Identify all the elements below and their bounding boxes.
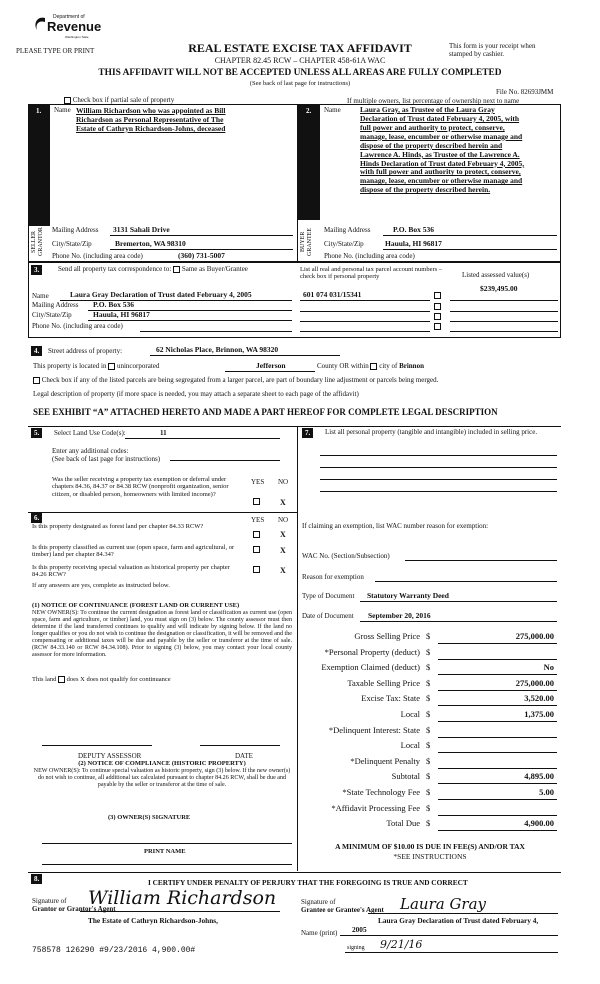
tax-row-line — [438, 768, 557, 769]
tax-row-label: Subtotal — [391, 771, 420, 782]
lower-divider — [297, 426, 298, 871]
tax-row-line — [438, 783, 557, 784]
owner-signature-label: (3) OWNER(S) SIGNATURE — [108, 814, 191, 821]
doc-type-value: Statutory Warranty Deed — [367, 591, 449, 600]
sec8-num: 8. — [31, 874, 42, 884]
sec3-phone-line — [140, 331, 292, 332]
tax-row-currency: $ — [426, 818, 431, 829]
continuance-title: (1) NOTICE OF CONTINUANCE (FOREST LAND OR CURRENT USE) — [32, 602, 240, 609]
buyer-phone-label: Phone No. (including area code) — [324, 252, 415, 260]
sec3-phone-label: Phone No. (including area code) — [32, 322, 123, 330]
grantee-sig-of: Signature of — [301, 898, 336, 906]
grantee-name: Laura Gray Declaration of Trust dated February 4, — [378, 916, 539, 925]
partial-sale-label: Check box if partial sale of property — [72, 96, 175, 104]
logo-dept: Department of — [53, 14, 85, 20]
tax-row — [300, 663, 560, 677]
seller-phone: (360) 731-5007 — [178, 251, 225, 260]
grantee-sig-line — [368, 913, 558, 914]
land-use-label: Select Land Use Code(s): — [54, 429, 126, 437]
sec3-name-label: Name — [32, 292, 49, 300]
tax-row — [300, 632, 560, 646]
answers-note: If any answers are yes, complete as instructed below. — [32, 582, 170, 589]
tax-row-line — [438, 674, 557, 675]
signing-label: signing — [347, 945, 365, 951]
same-as-buyer-checkbox[interactable] — [173, 266, 180, 273]
tax-row-value: 4,895.00 — [524, 771, 554, 782]
assessed-value: $239,495.00 — [480, 284, 518, 293]
assessed-line-1 — [450, 300, 558, 301]
buyer-name-line: manage, lease, encumber or otherwise manage and — [360, 176, 523, 186]
tax-row-label: Local — [400, 740, 420, 751]
buyer-name-line: dispose of the property described herein and — [360, 140, 503, 150]
tax-row — [300, 679, 560, 693]
doc-date-line — [360, 621, 557, 622]
additional-line — [170, 460, 280, 461]
tax-row-label: *Personal Property (deduct) — [324, 646, 420, 657]
same-as-buyer-label: Same as Buyer/Grantee — [181, 265, 248, 273]
buyer-name-block — [360, 106, 558, 195]
tax-row-label: *State Technology Fee — [342, 787, 420, 797]
sec7-num: 7. — [302, 428, 313, 438]
county-or-row — [317, 362, 424, 370]
tax-row-value: No — [543, 662, 554, 673]
buyer-name-line: Laura Gray, as Trustee of the Laura Gray — [360, 105, 495, 114]
seller-name-line: Richardson as Personal Representative of The — [76, 115, 224, 124]
seller-num: 1. — [33, 106, 44, 116]
land-label: This land — [32, 676, 57, 683]
grantor-sig-of: Signature of — [32, 897, 67, 905]
parcel-line-2 — [300, 311, 430, 312]
tax-row — [300, 694, 560, 708]
doc-type-label: Type of Document — [302, 592, 355, 600]
tax-row-currency: $ — [426, 662, 431, 673]
tax-row — [300, 726, 560, 740]
sec3-name: Laura Gray Declaration of Trust dated February 4, 2005 — [70, 290, 252, 299]
tax-row — [300, 648, 560, 662]
deputy-label: DEPUTY ASSESSOR — [78, 752, 142, 760]
buyer-name-line: with full power and authority to protect, conserve, — [360, 167, 521, 177]
logo-state: Washington State — [65, 35, 89, 39]
segregated-label: Check box if any of the listed parcels are being segregated from a larger parcel, are part of boundary line adjustment or parcels being merged. — [41, 376, 439, 384]
deputy-date-line — [200, 745, 280, 746]
reason-line — [375, 581, 557, 582]
tax-row-currency: $ — [426, 631, 431, 641]
personal-property-line-1 — [320, 455, 557, 456]
partial-sale-checkbox[interactable] — [64, 97, 71, 104]
owner-signature-line — [42, 843, 292, 844]
see-instructions: *SEE INSTRUCTIONS — [393, 852, 467, 861]
tax-row-label: Total Due — [386, 818, 420, 829]
located-row — [33, 362, 563, 370]
doc-date-value: September 20, 2016 — [368, 611, 431, 620]
sec3-city-line — [88, 320, 292, 321]
grantee-label: Grantee or Grantee's Agent — [301, 906, 384, 914]
seller-phone-label: Phone No. (including area code) — [52, 252, 143, 260]
street-label: Street address of property: — [48, 347, 123, 355]
tax-row-line — [438, 737, 557, 738]
tax-row-line — [438, 799, 557, 800]
sec5-no: NO — [278, 478, 289, 486]
tax-row-value: 3,520.00 — [524, 693, 554, 704]
parcel-personal-checkbox-3[interactable] — [434, 313, 441, 320]
sec5-yes: YES — [251, 478, 265, 486]
signing-line — [345, 952, 558, 953]
warning-banner: THIS AFFIDAVIT WILL NOT BE ACCEPTED UNLESS ALL AREAS ARE FULLY COMPLETED — [98, 68, 502, 78]
segregated-row — [33, 376, 563, 384]
partial-sale-row — [64, 96, 174, 104]
tax-row-label: *Affidavit Processing Fee — [331, 802, 420, 813]
located-label: This property is located in — [33, 362, 107, 370]
buyer-name-line: Lawrence A. Hinds, as Trustee of the Lawrence A. — [360, 149, 520, 159]
tax-row-currency: $ — [426, 755, 431, 766]
see-back: (See back of last page for instructions) — [249, 80, 351, 87]
land-does-checkbox[interactable] — [58, 676, 65, 683]
unincorporated-label: unincorporated — [116, 362, 160, 370]
sec3-city: Hauula, HI 96817 — [93, 310, 150, 319]
minimum-note: A MINIMUM OF $10.00 IS DUE IN FEE(S) AND/OR TAX — [335, 842, 525, 851]
seller-city-line — [110, 249, 293, 250]
tax-row-line — [438, 690, 557, 691]
sec3-mailing-label: Mailing Address — [32, 301, 79, 309]
buyer-name-label: Name — [324, 106, 341, 114]
tax-row-value: 4,900.00 — [524, 818, 554, 829]
personal-property-line-2 — [320, 467, 557, 468]
unincorporated-checkbox[interactable] — [108, 363, 115, 370]
buyer-name-line: manage, lease, encumber or otherwise manage and — [360, 131, 523, 141]
street-address: 62 Nicholas Place, Brinnon, WA 98320 — [156, 345, 279, 354]
tax-row-label: Local — [400, 709, 420, 719]
form-chapters: CHAPTER 82.45 RCW – CHAPTER 458-61A WAC — [214, 56, 386, 65]
city-of-label: city of — [379, 362, 398, 370]
buyer-num: 2. — [303, 106, 314, 116]
tax-row — [300, 788, 560, 802]
personal-property-line-3 — [320, 479, 557, 480]
grantor-name: The Estate of Cathryn Richardson-Johns, — [88, 916, 218, 925]
buyer-name-line: full power and authority to protect, conserve, — [360, 122, 505, 132]
seller-name-block — [76, 106, 291, 133]
assessed-line-3 — [450, 321, 558, 322]
wac-label: WAC No. (Section/Subsection) — [302, 552, 390, 560]
seller-side-label: SELLER GRANTOR — [31, 227, 44, 257]
print-name-line — [42, 864, 292, 865]
exhibit-note: SEE EXHIBIT “A” ATTACHED HERETO AND MADE A PART HEREOF FOR COMPLETE LEGAL DESCRIPTION — [33, 407, 498, 417]
tax-row — [300, 757, 560, 771]
tax-row-line — [438, 721, 557, 722]
logo-name: Revenue — [47, 19, 102, 34]
tax-row — [300, 804, 560, 818]
sec5-question: Was the seller receiving a property tax exemption or deferral under chapters 84.36, 84.37 or 84.38 RCW (nonprofit organization, senior citizen, or disabled person, homeowners with limited income)? — [52, 476, 229, 498]
historic-no-mark: X — [280, 566, 286, 575]
tax-row-currency: $ — [426, 677, 431, 688]
city-checkbox[interactable] — [370, 363, 377, 370]
tax-row-line — [438, 705, 557, 706]
tax-row — [300, 741, 560, 755]
seller-num-col — [28, 104, 50, 226]
parcel-label: List all real and personal tax parcel account numbers – check box if personal property — [300, 266, 443, 281]
sec3-city-label: City/State/Zip — [32, 311, 72, 319]
seller-mailing: 3131 Sahali Drive — [113, 225, 170, 234]
segregated-checkbox[interactable] — [33, 377, 40, 384]
buyer-name-line: dispose of the property described herein. — [360, 185, 491, 195]
tax-row-line — [438, 830, 557, 831]
buyer-name-line: Hinds Declaration of Trust dated February 4, 2005, — [360, 158, 525, 168]
forest-question: Is this property designated as forest land per chapter 84.33 RCW? — [32, 523, 204, 530]
tax-row — [300, 819, 560, 833]
reason-label: Reason for exemption — [302, 573, 364, 581]
assessed-label: Listed assessed value(s) — [462, 271, 530, 279]
street-line — [150, 355, 340, 356]
sec3-label: Send all property tax correspondence to: — [58, 265, 172, 273]
additional-see-back: (See back of last page for instructions) — [52, 455, 161, 463]
tax-row-currency: $ — [426, 709, 431, 719]
form-title: REAL ESTATE EXCISE TAX AFFIDAVIT — [188, 41, 412, 55]
current-use-question: Is this property classified as current use (open space, farm and agricultural, or timber) land per chapter 84.34? — [32, 544, 235, 559]
grantor-signature: William Richardson — [88, 887, 277, 909]
land-qualify-label: does X does not qualify for continuance — [66, 676, 171, 683]
sec5-no-mark: X — [280, 498, 286, 507]
tax-row-currency: $ — [426, 724, 431, 735]
tax-row-label: *Delinquent Interest: State — [328, 724, 420, 735]
seller-name-line: Estate of Cathryn Richardson-Johns, deceased — [76, 124, 226, 133]
tax-row-currency: $ — [426, 740, 431, 751]
sec6-yes: YES — [251, 516, 265, 524]
sec4-num: 4. — [31, 346, 42, 356]
tax-row-value: 1,375.00 — [524, 709, 554, 719]
deputy-date-label: DATE — [235, 752, 253, 760]
buyer-city-label: City/State/Zip — [324, 240, 364, 248]
parcel-number: 601 074 031/15341 — [303, 290, 362, 299]
tax-row-line — [438, 815, 557, 816]
sec3-label-row — [58, 265, 248, 273]
certify-text: I CERTIFY UNDER PENALTY OF PERJURY THAT THE FOREGOING IS TRUE AND CORRECT — [148, 878, 468, 887]
doc-date-label: Date of Document — [302, 612, 354, 620]
seller-name-line: William Richardson who was appointed as Bill — [76, 106, 226, 115]
cashier-stamp: 758578 126290 #9/23/2016 4,900.00# — [32, 946, 196, 955]
lower-top-rule — [28, 426, 561, 427]
tax-row-value: 5.00 — [539, 787, 554, 797]
parcel-line-1 — [300, 300, 430, 301]
assessed-line-2 — [450, 311, 558, 312]
tax-row-currency: $ — [426, 646, 431, 657]
exemption-label: If claiming an exemption, list WAC number reason for exemption: — [302, 522, 489, 530]
compliance-text: NEW OWNER(S): To continue special valuation as historic property, sign (3) below. If the new owner(s) do not wish to continue, all additional tax calculated pursuant to chapter 84.26 RCW, shall be due and payable by the seller or transferor at the time of sale. — [33, 768, 291, 788]
tax-row-label: Taxable Selling Price — [347, 677, 420, 688]
doc-type-line — [360, 601, 557, 602]
parcel-line-3 — [300, 321, 430, 322]
tax-row — [300, 710, 560, 724]
buyer-num-col — [298, 104, 320, 220]
dor-logo — [33, 12, 102, 44]
signing-date: 9/21/16 — [380, 938, 423, 951]
buyer-city: Hauula, HI 96817 — [385, 239, 442, 248]
seller-name-label: Name — [54, 106, 71, 114]
continuance-text: NEW OWNER(S): To continue the current designation as forest land or classification as current use (open space, farm and agriculture, or timber) land, you must sign on (3) below. The county assessor must then determine if the land transferred continues to qualify and will indicate by signing below. If the land no longer qualifies or you do not wish to continue the designation or classification, it will be removed and the compensating or additional taxes will be due and payable by the seller or transferor at the time of sale. (RCW 84.33.140 or RCW 84.34.108). Prior to signing (3) below, you may contact your local county assessor for more information. — [32, 610, 292, 658]
sec5-yes-checkbox[interactable] — [253, 498, 260, 505]
buyer-name-line: Declaration of Trust dated February 4, 2005, with — [360, 113, 520, 123]
tax-row-value: 275,000.00 — [515, 677, 554, 688]
file-no: File No. 82693JMM — [496, 88, 554, 96]
tax-row-currency: $ — [426, 771, 431, 782]
parcel-personal-checkbox-4[interactable] — [434, 323, 441, 330]
assessed-line-4 — [450, 331, 558, 332]
historic-yes-checkbox[interactable] — [253, 566, 260, 573]
sec5-num: 5. — [31, 428, 42, 438]
grantee-signature: Laura Gray — [400, 895, 487, 913]
land-qualify-row — [32, 676, 171, 683]
deputy-line — [42, 745, 152, 746]
compliance-title: (2) NOTICE OF COMPLIANCE (HISTORIC PROPERTY) — [78, 760, 246, 767]
sec6-top-rule — [28, 512, 297, 513]
parcel-personal-checkbox-2[interactable] — [434, 303, 441, 310]
please-type: PLEASE TYPE OR PRINT — [16, 47, 95, 55]
seller-mailing-label: Mailing Address — [52, 226, 99, 234]
sec8-top-rule — [28, 872, 561, 873]
tax-row-label: *Delinquent Penalty — [350, 755, 420, 766]
multiple-owners: If multiple owners, list percentage of ownership next to name — [347, 97, 520, 105]
parcel-line-4 — [300, 331, 430, 332]
seller-mailing-line — [110, 235, 293, 236]
wac-line — [405, 560, 557, 561]
tax-row-label: Exemption Claimed (deduct) — [321, 662, 420, 673]
tax-row-label: Excise Tax: State — [361, 693, 420, 704]
buyer-mailing-label: Mailing Address — [324, 226, 371, 234]
land-use-value: 11 — [160, 429, 167, 437]
county-line — [225, 371, 315, 372]
buyer-side-label: BUYER GRANTEE — [300, 228, 313, 256]
personal-property-line-4 — [320, 491, 557, 492]
buyer-mailing: P.O. Box 536 — [393, 225, 434, 234]
tax-row-currency: $ — [426, 802, 431, 813]
parcel-personal-checkbox-1[interactable] — [434, 292, 441, 299]
legal-label: Legal description of property (if more space is needed, you may attach a separate sheet to each page of the affidavit) — [33, 390, 359, 398]
city-value: Brinnon — [399, 362, 424, 370]
name-print-label: Name (print) — [301, 929, 338, 937]
county-value: Jefferson — [256, 361, 286, 370]
land-use-line — [125, 438, 280, 439]
sec6-num: 6. — [31, 513, 42, 523]
logo-swoosh-icon — [33, 16, 47, 32]
name-print-line — [340, 935, 558, 936]
grantee-year: 2005 — [352, 925, 367, 934]
forest-no-mark: X — [280, 530, 286, 539]
tax-row-label: Gross Selling Price — [354, 631, 420, 641]
current-use-yes-checkbox[interactable] — [253, 546, 260, 553]
tax-row — [300, 772, 560, 786]
sec3-num: 3. — [31, 265, 42, 275]
tax-row-line — [438, 659, 557, 660]
historic-question: Is this property receiving special valuation as historical property per chapter 84.26 RCW? — [32, 564, 230, 579]
receipt-note: This form is your receipt when stamped by cashier. — [449, 42, 536, 59]
tax-row-line — [438, 752, 557, 753]
current-use-no-mark: X — [280, 546, 286, 555]
seller-city-label: City/State/Zip — [52, 240, 92, 248]
county-or-label: County OR within — [317, 362, 369, 370]
tax-row-value: 275,000.00 — [515, 631, 554, 641]
additional-codes: Enter any additional codes: — [52, 447, 129, 455]
tax-row-currency: $ — [426, 693, 431, 704]
sec6-no: NO — [278, 516, 289, 524]
forest-yes-checkbox[interactable] — [253, 531, 260, 538]
seller-city: Bremerton, WA 98310 — [115, 239, 186, 248]
sec3-mailing: P.O. Box 536 — [93, 300, 134, 309]
personal-property-label: List all personal property (tangible and intangible) included in selling price. — [325, 428, 538, 436]
buyer-city-line — [383, 249, 557, 250]
grantor-label: Grantor or Grantor's Agent — [32, 905, 116, 913]
buyer-mailing-line — [383, 235, 557, 236]
tax-row-currency: $ — [426, 787, 431, 797]
tax-row-line — [438, 643, 557, 644]
print-name-label: PRINT NAME — [144, 848, 186, 855]
